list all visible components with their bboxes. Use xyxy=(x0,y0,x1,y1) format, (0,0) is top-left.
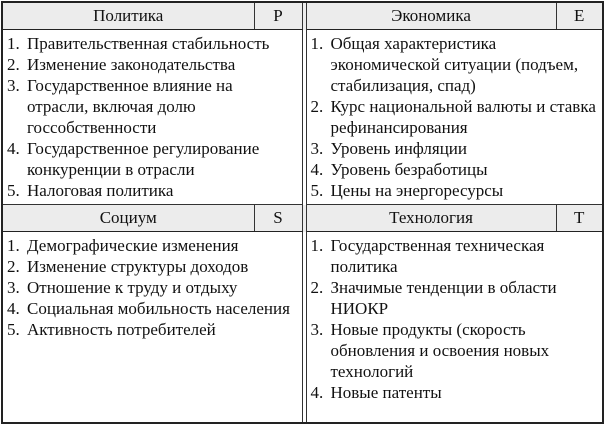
list-item: 4. Уровень безработицы xyxy=(310,160,488,179)
list-item: 2. Курс национальной валюты и ставка рефинансирования xyxy=(310,97,596,137)
list-item: 4. Государственное регулирование конкуренции в отрасли xyxy=(7,139,260,179)
list-item: 2. Изменение законодательства xyxy=(7,55,236,74)
technology-title: Технология xyxy=(306,205,556,232)
politics-letter: P xyxy=(254,2,302,30)
society-letter: S xyxy=(254,205,302,232)
economy-list xyxy=(307,30,603,204)
list-item: 1. Правительственная стабильность xyxy=(7,34,270,53)
header-row-top xyxy=(2,2,603,30)
list-item: 3. Государственное влияние на отрасли, включая долю госсобственности xyxy=(7,76,233,137)
society-title: Социум xyxy=(2,205,254,232)
list-item: 1. Государственная техническая политика xyxy=(310,236,545,276)
economy-title: Экономика xyxy=(306,2,556,30)
politics-cell xyxy=(2,30,302,205)
list-item: 5. Активность потребителей xyxy=(7,320,216,339)
list-item: 1. Общая характеристика экономической ситуации (подъем, стабилизация, спад) xyxy=(310,34,579,95)
list-item: 4. Социальная мобильность населения xyxy=(7,299,290,318)
society-cell xyxy=(2,232,302,424)
technology-list xyxy=(307,232,603,406)
pest-analysis-table xyxy=(1,1,604,424)
list-item: 5. Налоговая политика xyxy=(7,181,174,200)
list-item: 1. Демографические изменения xyxy=(7,236,239,255)
technology-cell xyxy=(306,232,603,424)
economy-cell xyxy=(306,30,603,205)
body-row-bottom xyxy=(2,232,603,424)
body-row-top xyxy=(2,30,603,205)
politics-title: Политика xyxy=(2,2,254,30)
list-item: 2. Изменение структуры доходов xyxy=(7,257,249,276)
list-item: 3. Новые продукты (скорость обновления и освоения новых технологий xyxy=(310,320,550,381)
society-list xyxy=(3,232,302,343)
list-item: 5. Цены на энергоресурсы xyxy=(310,181,504,200)
list-item: 3. Отношение к труду и отдыху xyxy=(7,278,238,297)
economy-letter: E xyxy=(556,2,603,30)
list-item: 3. Уровень инфляции xyxy=(310,139,467,158)
technology-letter: T xyxy=(556,205,603,232)
list-item: 4. Новые патенты xyxy=(310,383,442,402)
politics-list xyxy=(3,30,302,204)
header-row-bottom xyxy=(2,205,603,232)
list-item: 2. Значимые тенденции в области НИОКР xyxy=(310,278,557,318)
